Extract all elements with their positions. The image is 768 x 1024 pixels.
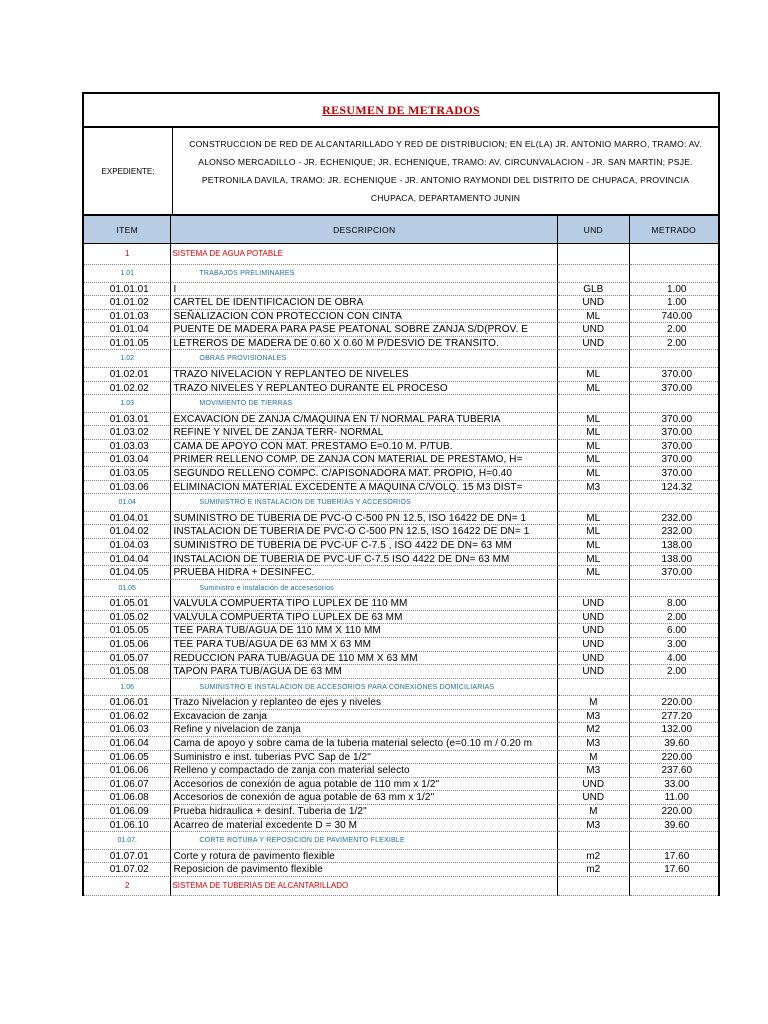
cell-descripcion: CARTEL DE IDENTIFICACION DE OBRA (171, 296, 558, 310)
cell-item: 01.05.07 (84, 652, 171, 666)
cell-metrado: 17.60 (630, 850, 718, 864)
table-row (84, 481, 718, 495)
cell-item: 1.03 (84, 395, 171, 413)
subsection-row (84, 494, 718, 512)
cell-metrado: 237.60 (630, 764, 718, 778)
table-row (84, 652, 718, 666)
table-body (82, 244, 720, 896)
cell-item: 01.03.06 (84, 481, 171, 495)
cell-metrado: 370.00 (630, 426, 718, 440)
cell-metrado: 740.00 (630, 310, 718, 324)
cell-metrado: 2.00 (630, 611, 718, 625)
cell-item: 01.03.05 (84, 467, 171, 481)
table-row (84, 850, 718, 864)
cell-und: ML (558, 310, 630, 324)
cell-metrado: 220.00 (630, 805, 718, 819)
cell-descripcion: PRUEBA HIDRA + DESINFEC. (171, 566, 558, 580)
cell-item: 01.07.01 (84, 850, 171, 864)
cell-descripcion: VALVULA COMPUERTA TIPO LUPLEX DE 110 MM (171, 597, 558, 611)
subsection-row (84, 265, 718, 283)
cell-item: 1.02 (84, 350, 171, 368)
table-row (84, 665, 718, 679)
cell-metrado: 8.00 (630, 597, 718, 611)
cell-descripcion: TRAZO NIVELACION Y REPLANTEO DE NIVELES (171, 368, 558, 382)
cell-metrado (630, 350, 718, 368)
cell-item: 01.01.05 (84, 337, 171, 351)
table-row (84, 863, 718, 877)
cell-metrado: 370.00 (630, 368, 718, 382)
cell-item: 01.06.04 (84, 737, 171, 751)
cell-descripcion: Suministro e instalación de accesesorios (171, 580, 558, 598)
cell-metrado: 17.60 (630, 863, 718, 877)
table-row (84, 453, 718, 467)
cell-metrado: 39.60 (630, 737, 718, 751)
cell-item: 01.03.02 (84, 426, 171, 440)
cell-descripcion: Suministro e inst. tuberias PVC Sap de 1/2" (171, 751, 558, 765)
cell-metrado: 11.00 (630, 791, 718, 805)
cell-descripcion: TEE PARA TUB/AGUA DE 63 MM X 63 MM (171, 638, 558, 652)
cell-und: m2 (558, 850, 630, 864)
cell-und: ML (558, 440, 630, 454)
cell-und: M (558, 805, 630, 819)
table-row (84, 525, 718, 539)
cell-descripcion: ELIMINACION MATERIAL EXCEDENTE A MAQUINA C/VOLQ. 15 M3 DIST= (171, 481, 558, 495)
cell-metrado: 4.00 (630, 652, 718, 666)
cell-und (558, 244, 630, 265)
cell-item: 01.06.06 (84, 764, 171, 778)
table-row (84, 764, 718, 778)
subsection-row (84, 350, 718, 368)
cell-item: 01.03.03 (84, 440, 171, 454)
cell-metrado: 132.00 (630, 723, 718, 737)
table-row (84, 566, 718, 580)
cell-descripcion: Reposicion de pavimento flexible (171, 863, 558, 877)
expediente-box (82, 126, 720, 214)
cell-item: 01.06.08 (84, 791, 171, 805)
table-row (84, 778, 718, 792)
cell-descripcion: REDUCCION PARA TUB/AGUA DE 110 MM X 63 MM (171, 652, 558, 666)
cell-item: 01.04.01 (84, 512, 171, 526)
cell-und (558, 832, 630, 850)
cell-item: 01.07. (84, 832, 171, 850)
cell-metrado: 2.00 (630, 665, 718, 679)
cell-item: 01.06.02 (84, 710, 171, 724)
cell-und (558, 265, 630, 283)
cell-descripcion: Refine y nivelacion de zanja (171, 723, 558, 737)
table-row (84, 723, 718, 737)
cell-item: 01.04.03 (84, 539, 171, 553)
cell-metrado: 370.00 (630, 453, 718, 467)
cell-und: UND (558, 778, 630, 792)
cell-descripcion: Relleno y compactado de zanja con material selecto (171, 764, 558, 778)
table-row (84, 539, 718, 553)
cell-und: UND (558, 597, 630, 611)
cell-descripcion: Corte y rotura de pavimento flexible (171, 850, 558, 864)
cell-item: 01.06.07 (84, 778, 171, 792)
cell-item: 01.05.01 (84, 597, 171, 611)
cell-metrado (630, 832, 718, 850)
cell-item: 1.06 (84, 679, 171, 697)
cell-und: M3 (558, 710, 630, 724)
cell-descripcion: TRABAJOS PRELIMINARES (171, 265, 558, 283)
cell-descripcion: Accesorios de conexión de agua potable de 110 mm x 1/2" (171, 778, 558, 792)
cell-und (558, 494, 630, 512)
cell-item: 01.04.02 (84, 525, 171, 539)
cell-item: 01.06.09 (84, 805, 171, 819)
cell-item: 01.03.01 (84, 413, 171, 427)
cell-und: ML (558, 566, 630, 580)
cell-metrado: 220.00 (630, 751, 718, 765)
cell-und: M3 (558, 764, 630, 778)
subsection-row (84, 395, 718, 413)
table-row (84, 440, 718, 454)
cell-und: ML (558, 539, 630, 553)
cell-und: UND (558, 323, 630, 337)
cell-item: 01.01.03 (84, 310, 171, 324)
cell-und: UND (558, 296, 630, 310)
cell-descripcion: EXCAVACION DE ZANJA C/MAQUINA EN T/ NORMAL PARA TUBERIA (171, 413, 558, 427)
cell-item: 01.01.02 (84, 296, 171, 310)
cell-descripcion: CORTE ROTURA Y REPOSICION DE PAVIMENTO FLEXIBLE (171, 832, 558, 850)
cell-descripcion: REFINE Y NIVEL DE ZANJA TERR- NORMAL (171, 426, 558, 440)
cell-metrado: 370.00 (630, 467, 718, 481)
cell-descripcion: Excavacion de zanja (171, 710, 558, 724)
table-row (84, 751, 718, 765)
cell-descripcion: Cama de apoyo y sobre cama de la tuberia material selecto (e=0.10 m / 0.20 m (171, 737, 558, 751)
cell-item: 01.04 (84, 494, 171, 512)
cell-descripcion: Accesorios de conexión de agua potable de 63 mm x 1/2" (171, 791, 558, 805)
cell-metrado: 220.00 (630, 696, 718, 710)
cell-und (558, 580, 630, 598)
cell-metrado (630, 494, 718, 512)
cell-item: 1.01 (84, 265, 171, 283)
table-row (84, 382, 718, 396)
table-row (84, 805, 718, 819)
cell-item: 01.05.05 (84, 624, 171, 638)
cell-descripcion: SISTEMA DE TUBERIAS DE ALCANTARILLADO (171, 877, 558, 896)
cell-metrado: 3.00 (630, 638, 718, 652)
cell-descripcion: PRIMER RELLENO COMP. DE ZANJA CON MATERIAL DE PRESTAMO, H= (171, 453, 558, 467)
cell-metrado: 232.00 (630, 512, 718, 526)
cell-und: ML (558, 512, 630, 526)
cell-metrado (630, 580, 718, 598)
table-row (84, 710, 718, 724)
cell-descripcion: TRAZO NIVELES Y REPLANTEO DURANTE EL PROCESO (171, 382, 558, 396)
cell-und: M3 (558, 481, 630, 495)
cell-item: 01.01.04 (84, 323, 171, 337)
cell-und (558, 395, 630, 413)
cell-und: ML (558, 413, 630, 427)
cell-und: M3 (558, 737, 630, 751)
cell-item: 01.06.05 (84, 751, 171, 765)
cell-und (558, 679, 630, 697)
cell-metrado: 1.00 (630, 296, 718, 310)
table-row (84, 296, 718, 310)
cell-und: M (558, 696, 630, 710)
cell-metrado: 138.00 (630, 539, 718, 553)
cell-item: 01.04.04 (84, 553, 171, 567)
cell-item: 01.06.01 (84, 696, 171, 710)
cell-und: ML (558, 453, 630, 467)
cell-descripcion: SUMINISTRO E INSTALACION DE ACCESORIOS PARA CONEXIONES DOMICILIARIAS (171, 679, 558, 697)
header-item: ITEM (84, 216, 171, 243)
subsection-row (84, 832, 718, 850)
cell-descripcion: SUMINISTRO E INSTALACION DE TUBERIAS Y ACCESORIOS (171, 494, 558, 512)
cell-metrado: 370.00 (630, 566, 718, 580)
cell-metrado: 370.00 (630, 382, 718, 396)
cell-metrado (630, 877, 718, 896)
cell-descripcion: Prueba hidraulica + desinf. Tuberia de 1/2" (171, 805, 558, 819)
cell-metrado: 2.00 (630, 323, 718, 337)
cell-item: 01.05.08 (84, 665, 171, 679)
cell-und: ML (558, 525, 630, 539)
cell-und (558, 350, 630, 368)
table-row (84, 337, 718, 351)
cell-metrado: 33.00 (630, 778, 718, 792)
cell-und: ML (558, 382, 630, 396)
header-descripcion: DESCRIPCION (171, 216, 558, 243)
table-row (84, 611, 718, 625)
cell-item: 01.05.02 (84, 611, 171, 625)
cell-und: UND (558, 665, 630, 679)
cell-descripcion: SEÑALIZACION CON PROTECCION CON CINTA (171, 310, 558, 324)
cell-item: 01.06.03 (84, 723, 171, 737)
cell-und: UND (558, 791, 630, 805)
cell-descripcion: VALVULA COMPUERTA TIPO LUPLEX DE 63 MM (171, 611, 558, 625)
cell-metrado: 138.00 (630, 553, 718, 567)
title-box (82, 92, 720, 126)
section-row (84, 877, 718, 896)
table-row (84, 368, 718, 382)
cell-metrado: 39.60 (630, 819, 718, 833)
cell-metrado: 124.32 (630, 481, 718, 495)
table-row (84, 512, 718, 526)
cell-und: ML (558, 553, 630, 567)
cell-metrado (630, 679, 718, 697)
cell-und: M2 (558, 723, 630, 737)
expediente-label: EXPEDIENTE: (84, 128, 173, 214)
table-row (84, 819, 718, 833)
cell-item: 01.05.06 (84, 638, 171, 652)
cell-und: M (558, 751, 630, 765)
cell-descripcion: SUMINISTRO DE TUBERIA DE PVC-UF C-7.5 , ISO 4422 DE DN= 63 MM (171, 539, 558, 553)
header-metrado: METRADO (651, 224, 697, 235)
metrados-sheet (82, 92, 720, 896)
cell-descripcion: PUENTE DE MADERA PARA PASE PEATONAL SOBRE ZANJA S/D(PROV. E (171, 323, 558, 337)
table-row (84, 413, 718, 427)
cell-metrado: 2.00 (630, 337, 718, 351)
cell-item: 01.03.04 (84, 453, 171, 467)
table-row (84, 597, 718, 611)
cell-descripcion: INSTALACION DE TUBERIA DE PVC-O C-500 PN 12.5, ISO 16422 DE DN= 1 (171, 525, 558, 539)
cell-und: UND (558, 624, 630, 638)
cell-und: UND (558, 652, 630, 666)
cell-descripcion: LETREROS DE MADERA DE 0.60 X 0.60 M P/DESVIO DE TRANSITO. (171, 337, 558, 351)
cell-descripcion: TEE PARA TUB/AGUA DE 110 MM X 110 MM (171, 624, 558, 638)
cell-metrado: 6.00 (630, 624, 718, 638)
cell-item: 01.02.01 (84, 368, 171, 382)
table-row (84, 467, 718, 481)
cell-metrado: 277.20 (630, 710, 718, 724)
cell-item: 01.05 (84, 580, 171, 598)
cell-descripcion: OBRAS PROVISIONALES (171, 350, 558, 368)
cell-item: 01.04.05 (84, 566, 171, 580)
header-und: UND (558, 216, 630, 243)
table-row (84, 791, 718, 805)
cell-item: 1 (84, 244, 171, 265)
cell-descripcion: Trazo Nivelacion y replanteo de ejes y niveles (171, 696, 558, 710)
cell-und: GLB (558, 283, 630, 297)
subsection-row (84, 580, 718, 598)
table-row (84, 310, 718, 324)
cell-und: ML (558, 426, 630, 440)
cell-und: ML (558, 368, 630, 382)
table-row (84, 426, 718, 440)
page-title: RESUMEN DE METRADOS (322, 102, 480, 117)
cell-item: 01.01.01 (84, 283, 171, 297)
table-row (84, 323, 718, 337)
cell-descripcion: SISTEMA DE AGUA POTABLE (171, 244, 558, 265)
cell-metrado (630, 265, 718, 283)
cell-item: 2 (84, 877, 171, 896)
cell-descripcion: SEGUNDO RELLENO COMPC. C/APISONADORA MAT. PROPIO, H=0.40 (171, 467, 558, 481)
cell-und: ML (558, 467, 630, 481)
cell-descripcion: Acarreo de material excedente D = 30 M (171, 819, 558, 833)
cell-metrado: 232.00 (630, 525, 718, 539)
table-row (84, 737, 718, 751)
section-row (84, 244, 718, 265)
table-row (84, 696, 718, 710)
table-header (82, 214, 720, 244)
cell-descripcion: SUMINISTRO DE TUBERIA DE PVC-O C-500 PN 12.5, ISO 16422 DE DN= 1 (171, 512, 558, 526)
cell-descripcion: TAPON PARA TUB/AGUA DE 63 MM (171, 665, 558, 679)
table-row (84, 624, 718, 638)
cell-und: UND (558, 638, 630, 652)
cell-item: 01.06.10 (84, 819, 171, 833)
cell-item: 01.07.02 (84, 863, 171, 877)
cell-descripcion: CAMA DE APOYO CON MAT. PRESTAMO E=0.10 M. P/TUB. (171, 440, 558, 454)
cell-metrado (630, 244, 718, 265)
cell-und: M3 (558, 819, 630, 833)
cell-und: UND (558, 337, 630, 351)
expediente-text: CONSTRUCCION DE RED DE ALCANTARILLADO Y RED DE DISTRIBUCION; EN EL(LA) JR. ANTONIO MARRO, TRAMO: AV. ALONSO MERCADILLO - JR. ECHENIQUE; JR. ECHENIQUE, TRAMO: AV. CIRCUNVALACION - JR. SAN MARTIN; PSJE. PETRONILA DAVILA, TRAMO: JR. ECHENIQUE - JR. ANTONIO RAYMONDI DEL DISTRITO DE CHUPACA, PROVINCIA CHUPACA, DEPARTAMENTO JUNIN (189, 139, 702, 203)
cell-metrado (630, 395, 718, 413)
cell-metrado: 370.00 (630, 440, 718, 454)
cell-und (558, 877, 630, 896)
cell-descripcion: INSTALACION DE TUBERIA DE PVC-UF C-7.5 ISO 4422 DE DN= 63 MM (171, 553, 558, 567)
cell-metrado: 1.00 (630, 283, 718, 297)
subsection-row (84, 679, 718, 697)
cell-descripcion: MOVIMIENTO DE TIERRAS (171, 395, 558, 413)
cell-descripcion: I (171, 283, 558, 297)
table-row (84, 553, 718, 567)
cell-metrado: 370.00 (630, 413, 718, 427)
table-row (84, 283, 718, 297)
cell-item: 01.02.02 (84, 382, 171, 396)
cell-und: UND (558, 611, 630, 625)
table-row (84, 638, 718, 652)
cell-und: m2 (558, 863, 630, 877)
